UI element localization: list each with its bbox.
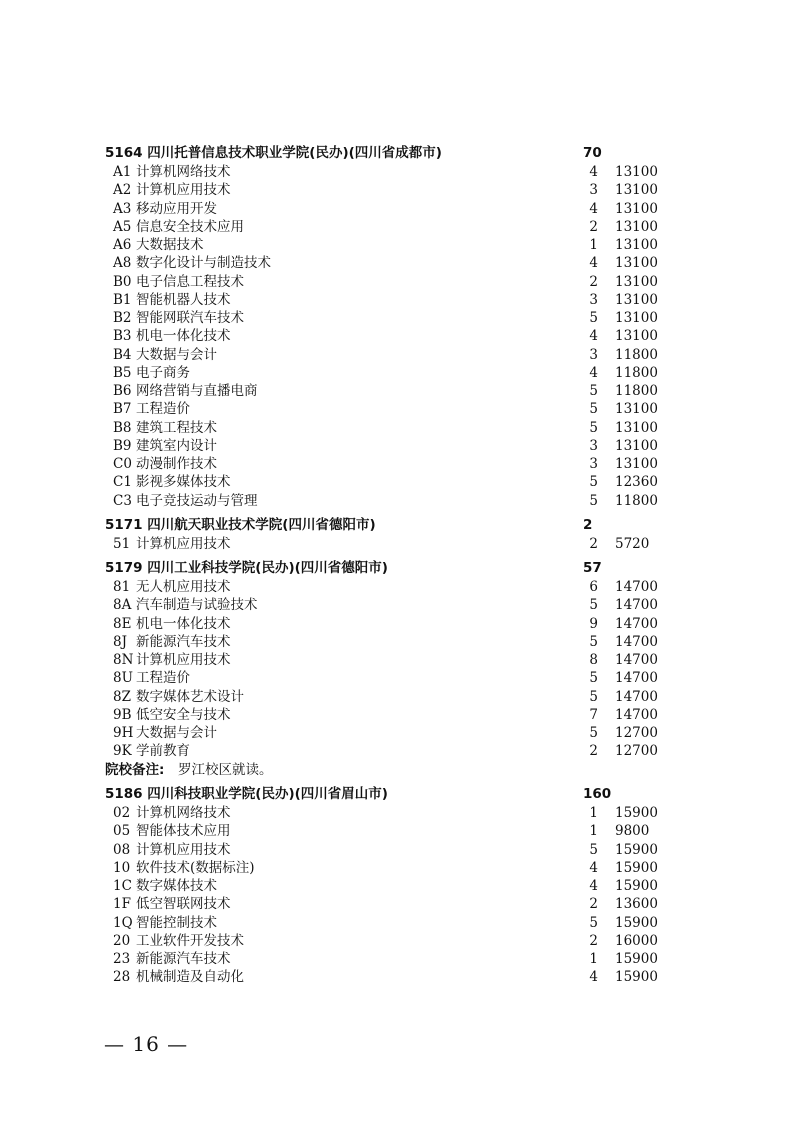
- major-row: [0, 273, 800, 291]
- major-code: A8: [113, 255, 132, 272]
- plan-count: 1: [589, 237, 598, 253]
- plan-count: 5: [589, 419, 598, 436]
- major-row: [0, 651, 800, 669]
- tuition-fee: 15900: [615, 859, 658, 876]
- tuition-fee: 12700: [615, 743, 658, 760]
- major-name: 工程造价: [136, 670, 190, 687]
- tuition-fee: 13100: [615, 273, 658, 290]
- major-row: [0, 535, 800, 553]
- tuition-fee: 15900: [615, 805, 658, 821]
- major-row: [0, 346, 800, 364]
- major-code: 05: [113, 823, 131, 840]
- plan-count: 2: [589, 273, 598, 290]
- plan-count: 4: [589, 878, 598, 894]
- major-name: 移动应用开发: [136, 200, 217, 217]
- plan-count: 5: [589, 597, 598, 614]
- tuition-fee: 15900: [615, 914, 658, 931]
- plan-count: 8: [589, 652, 598, 668]
- school-code-name: [105, 784, 388, 804]
- major-name: 智能机器人技术: [136, 291, 231, 308]
- note-text: 罗江校区就读。: [178, 761, 273, 778]
- plan-count: 2: [589, 218, 598, 235]
- plan-count: 2: [589, 896, 598, 913]
- major-name: 网络营销与直播电商: [136, 383, 258, 399]
- major-name: 学前教育: [136, 743, 190, 760]
- major-row: [0, 859, 800, 877]
- major-code: B4: [113, 346, 132, 363]
- plan-count: 1: [589, 823, 598, 840]
- tuition-fee: 15900: [615, 951, 658, 967]
- major-name: 计算机应用技术: [136, 535, 231, 552]
- major-row: [0, 841, 800, 859]
- major-code: A2: [113, 182, 132, 199]
- major-name: 数字化设计与制造技术: [136, 255, 271, 272]
- major-name: 数字媒体艺术设计: [136, 688, 244, 705]
- tuition-fee: 9800: [615, 823, 650, 840]
- school-code: 5186: [105, 786, 143, 802]
- school-header: [0, 143, 800, 163]
- major-row: [0, 254, 800, 272]
- tuition-fee: 11800: [615, 383, 658, 399]
- major-row: [0, 688, 800, 706]
- major-code: 8U: [113, 670, 133, 687]
- tuition-fee: 14700: [615, 579, 658, 595]
- major-code: 23: [113, 951, 131, 967]
- tuition-fee: 11800: [615, 364, 658, 381]
- major-name: 建筑室内设计: [136, 437, 217, 454]
- school-header: [0, 515, 800, 535]
- major-code: B7: [113, 401, 132, 418]
- major-code: 8N: [113, 652, 134, 668]
- major-name: 智能控制技术: [136, 914, 217, 931]
- major-name: 动漫制作技术: [136, 456, 217, 472]
- major-row: [0, 382, 800, 400]
- plan-count: 6: [589, 579, 598, 595]
- major-code: C0: [113, 456, 132, 472]
- major-code: C3: [113, 492, 132, 509]
- major-name: 计算机网络技术: [136, 805, 231, 821]
- plan-count: 4: [589, 859, 598, 876]
- major-row: [0, 914, 800, 932]
- major-row: [0, 218, 800, 236]
- plan-count: 4: [589, 328, 598, 345]
- major-row: [0, 633, 800, 651]
- school-name: 四川托普信息技术职业学院(民办)(四川省成都市): [147, 145, 442, 161]
- plan-count: 4: [589, 255, 598, 272]
- school-name: 四川科技职业学院(民办)(四川省眉山市): [147, 786, 388, 802]
- tuition-fee: 13100: [615, 437, 658, 454]
- plan-count: 4: [589, 969, 598, 986]
- school-code: 5171: [105, 516, 143, 533]
- school-code-name: [105, 558, 388, 578]
- major-row: [0, 437, 800, 455]
- tuition-fee: 13100: [615, 182, 658, 199]
- major-code: A1: [113, 164, 132, 180]
- major-name: 汽车制造与试验技术: [136, 597, 258, 614]
- major-row: [0, 309, 800, 327]
- school-header: [0, 558, 800, 578]
- plan-count: 5: [589, 401, 598, 418]
- tuition-fee: 14700: [615, 633, 658, 650]
- major-row: [0, 578, 800, 596]
- major-name: 计算机应用技术: [136, 652, 231, 668]
- major-code: 8E: [113, 615, 132, 632]
- major-code: B2: [113, 310, 132, 326]
- major-row: [0, 804, 800, 822]
- major-code: 8J: [113, 633, 128, 650]
- tuition-fee: 14700: [615, 597, 658, 614]
- major-code: 9B: [113, 706, 132, 723]
- major-code: B1: [113, 291, 132, 308]
- major-row: [0, 669, 800, 687]
- plan-count: 2: [589, 932, 598, 949]
- note-label: 院校备注:: [105, 761, 165, 778]
- plan-count: 5: [589, 310, 598, 326]
- major-name: 软件技术(数据标注): [136, 859, 255, 876]
- admission-plan-list: [0, 143, 800, 987]
- tuition-fee: 13100: [615, 310, 658, 326]
- major-code: A5: [113, 218, 132, 235]
- major-name: 大数据技术: [136, 237, 204, 253]
- major-row: [0, 163, 800, 181]
- tuition-fee: 13100: [615, 218, 658, 235]
- major-name: 计算机应用技术: [136, 182, 231, 199]
- tuition-fee: 5720: [615, 535, 650, 552]
- major-name: 智能体技术应用: [136, 823, 231, 840]
- school-code-name: [105, 143, 442, 163]
- school-total: 70: [583, 145, 602, 161]
- plan-count: 5: [589, 633, 598, 650]
- school-name: 四川工业科技学院(民办)(四川省德阳市): [147, 560, 388, 576]
- major-row: [0, 615, 800, 633]
- major-name: 新能源汽车技术: [136, 633, 231, 650]
- school-note: [0, 761, 800, 780]
- major-code: 08: [113, 841, 131, 858]
- major-name: 机械制造及自动化: [136, 969, 244, 986]
- major-code: A6: [113, 237, 132, 253]
- major-name: 机电一体化技术: [136, 615, 231, 632]
- major-row: [0, 364, 800, 382]
- major-code: B9: [113, 437, 132, 454]
- major-row: [0, 895, 800, 913]
- school-total: 160: [583, 786, 612, 802]
- major-code: 28: [113, 969, 131, 986]
- tuition-fee: 14700: [615, 615, 658, 632]
- major-name: 数字媒体技术: [136, 878, 217, 894]
- major-code: B8: [113, 419, 132, 436]
- tuition-fee: 15900: [615, 969, 658, 986]
- school-name: 四川航天职业技术学院(四川省德阳市): [147, 516, 376, 533]
- plan-count: 3: [589, 437, 598, 454]
- major-name: 工程造价: [136, 401, 190, 418]
- major-row: [0, 724, 800, 742]
- major-code: 02: [113, 805, 131, 821]
- major-name: 电子商务: [136, 364, 190, 381]
- major-name: 无人机应用技术: [136, 579, 231, 595]
- major-row: [0, 932, 800, 950]
- major-name: 工业软件开发技术: [136, 932, 244, 949]
- major-name: 低空智联网技术: [136, 896, 231, 913]
- major-row: [0, 492, 800, 510]
- major-row: [0, 596, 800, 614]
- major-row: [0, 419, 800, 437]
- major-row: [0, 877, 800, 895]
- tuition-fee: 11800: [615, 492, 658, 509]
- tuition-fee: 13100: [615, 200, 658, 217]
- major-name: 计算机应用技术: [136, 841, 231, 858]
- tuition-fee: 13600: [615, 896, 658, 913]
- plan-count: 1: [589, 951, 598, 967]
- major-code: B5: [113, 364, 132, 381]
- school-header: [0, 784, 800, 804]
- tuition-fee: 13100: [615, 419, 658, 436]
- plan-count: 5: [589, 383, 598, 399]
- major-name: 新能源汽车技术: [136, 951, 231, 967]
- plan-count: 3: [589, 182, 598, 199]
- major-code: 1F: [113, 896, 131, 913]
- major-name: 信息安全技术应用: [136, 218, 244, 235]
- major-code: 51: [113, 535, 131, 552]
- major-row: [0, 742, 800, 760]
- tuition-fee: 15900: [615, 878, 658, 894]
- tuition-fee: 14700: [615, 652, 658, 668]
- major-code: 8A: [113, 597, 132, 614]
- major-code: 1C: [113, 878, 132, 894]
- major-row: [0, 181, 800, 199]
- major-code: B0: [113, 273, 132, 290]
- major-name: 大数据与会计: [136, 725, 217, 741]
- major-name: 电子信息工程技术: [136, 273, 244, 290]
- tuition-fee: 14700: [615, 670, 658, 687]
- major-name: 低空安全与技术: [136, 706, 231, 723]
- school-total: 2: [583, 516, 593, 533]
- major-row: [0, 455, 800, 473]
- major-name: 计算机网络技术: [136, 164, 231, 180]
- major-code: B6: [113, 383, 132, 399]
- major-name: 智能网联汽车技术: [136, 310, 244, 326]
- major-name: 影视多媒体技术: [136, 474, 231, 491]
- major-name: 电子竞技运动与管理: [136, 492, 258, 509]
- tuition-fee: 13100: [615, 237, 658, 253]
- tuition-fee: 13100: [615, 291, 658, 308]
- major-code: 20: [113, 932, 131, 949]
- major-name: 大数据与会计: [136, 346, 217, 363]
- plan-count: 3: [589, 456, 598, 472]
- major-code: B3: [113, 328, 132, 345]
- major-code: 81: [113, 579, 131, 595]
- plan-count: 3: [589, 291, 598, 308]
- major-name: 机电一体化技术: [136, 328, 231, 345]
- major-row: [0, 950, 800, 968]
- plan-count: 5: [589, 841, 598, 858]
- major-row: [0, 473, 800, 491]
- major-code: 1Q: [113, 914, 133, 931]
- major-row: [0, 200, 800, 218]
- major-row: [0, 706, 800, 724]
- plan-count: 5: [589, 914, 598, 931]
- plan-count: 5: [589, 725, 598, 741]
- major-code: 8Z: [113, 688, 131, 705]
- tuition-fee: 12700: [615, 725, 658, 741]
- plan-count: 4: [589, 200, 598, 217]
- tuition-fee: 12360: [615, 474, 658, 491]
- plan-count: 5: [589, 492, 598, 509]
- tuition-fee: 14700: [615, 688, 658, 705]
- school-code-name: [105, 515, 376, 535]
- plan-count: 5: [589, 688, 598, 705]
- major-code: 9H: [113, 725, 134, 741]
- major-row: [0, 400, 800, 418]
- plan-count: 7: [589, 706, 598, 723]
- plan-count: 3: [589, 346, 598, 363]
- tuition-fee: 14700: [615, 706, 658, 723]
- plan-count: 2: [589, 535, 598, 552]
- major-code: 9K: [113, 743, 132, 760]
- major-code: A3: [113, 200, 132, 217]
- plan-count: 5: [589, 670, 598, 687]
- plan-count: 4: [589, 164, 598, 180]
- tuition-fee: 15900: [615, 841, 658, 858]
- school-code: 5179: [105, 560, 143, 576]
- plan-count: 2: [589, 743, 598, 760]
- major-code: 10: [113, 859, 131, 876]
- major-row: [0, 327, 800, 345]
- tuition-fee: 16000: [615, 932, 658, 949]
- tuition-fee: 13100: [615, 255, 658, 272]
- tuition-fee: 13100: [615, 401, 658, 418]
- major-row: [0, 236, 800, 254]
- tuition-fee: 11800: [615, 346, 658, 363]
- plan-count: 5: [589, 474, 598, 491]
- tuition-fee: 13100: [615, 164, 658, 180]
- plan-count: 4: [589, 364, 598, 381]
- major-row: [0, 968, 800, 986]
- tuition-fee: 13100: [615, 328, 658, 345]
- school-total: 57: [583, 560, 602, 576]
- school-code: 5164: [105, 145, 143, 161]
- major-name: 建筑工程技术: [136, 419, 217, 436]
- plan-count: 1: [589, 805, 598, 821]
- major-code: C1: [113, 474, 132, 491]
- major-row: [0, 291, 800, 309]
- major-row: [0, 822, 800, 840]
- tuition-fee: 13100: [615, 456, 658, 472]
- page-number: — 16 —: [104, 1032, 189, 1056]
- plan-count: 9: [589, 615, 598, 632]
